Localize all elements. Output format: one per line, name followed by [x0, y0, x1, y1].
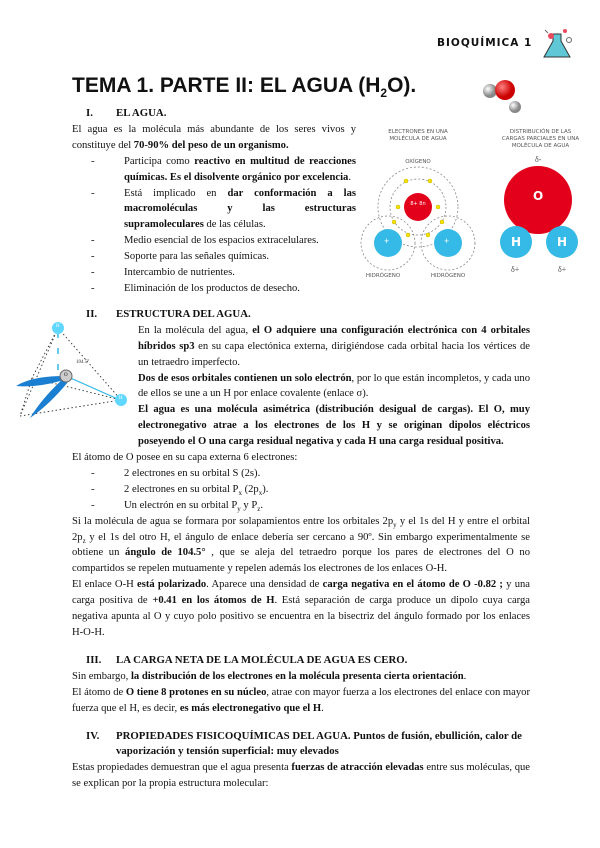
text-run: Un electrón en su orbital P	[124, 499, 238, 511]
bold-text: carga negativa en el átomo de O -0.82 ;	[322, 579, 503, 591]
text-run: . Aparece una densidad de	[206, 579, 323, 591]
bold-text: +0.41 en los átomos de H	[152, 595, 275, 607]
figure-caption-right: DISTRIBUCIÓN DE LAS CARGAS PARCIALES EN UNA MOLÉCULA DE AGUA	[501, 129, 580, 149]
text-run: , por lo que están incompletos, y cada uno de ellos se une a un H por enlace covalente (enlace σ).	[138, 372, 530, 400]
bold-text: O tiene 8 protones en su núcleo	[125, 686, 267, 698]
bullet-list	[72, 154, 356, 297]
text-run: 2 electrones en su orbital P	[124, 483, 239, 495]
section-1-heading	[72, 106, 530, 122]
subscript-text: z	[257, 504, 261, 513]
text-run: Medio esencial de los espacios extracelulares.	[124, 235, 319, 247]
text-run: en su capa electónica externa, dirigiéndose cada orbital hacia los vértices de un tetraedro imperfecto.	[138, 340, 530, 368]
document-body	[72, 106, 530, 792]
section-number: III.	[86, 653, 102, 666]
text-run: , atrae con mayor fuerza a los electrones del enlace con mayor fuerza que el H, es decir,	[72, 686, 530, 714]
text-run: El átomo de O posee en su capa externa 6 electrones:	[72, 452, 298, 464]
tetra-h-right: H	[119, 396, 123, 401]
bold-text: el O adquiere una configuración electrónica con 4 orbitales híbridos sp3	[138, 324, 530, 352]
paragraph	[72, 450, 530, 466]
oxygen-label: OXÍGENO	[405, 159, 431, 165]
text-run: .	[321, 702, 324, 714]
paragraph	[138, 402, 530, 450]
course-header: BIOQUÍMICA 1	[437, 37, 533, 49]
oxygen-atom-label: O	[533, 189, 544, 203]
text-run: Intercambio de nutrientes.	[124, 267, 235, 279]
proton-plus-left: +	[384, 236, 390, 246]
text-run: .	[260, 499, 264, 511]
text-run: y P	[240, 499, 258, 511]
paragraph	[72, 514, 530, 578]
section-title: ESTRUCTURA DEL AGUA.	[116, 307, 251, 320]
text-run: ).	[262, 483, 269, 495]
section-2-heading	[72, 307, 530, 323]
hydrogen-atom-right: H	[557, 235, 568, 249]
text-run: Estas propiedades demuestran que el agua presenta	[72, 762, 292, 774]
list-item	[72, 482, 530, 498]
delta-positive-left: δ+	[511, 265, 520, 274]
proton-plus-right: +	[444, 236, 450, 246]
text-run: Soporte para las señales químicas.	[124, 251, 270, 263]
title-subscript: 2	[380, 86, 388, 101]
bullet-list	[72, 466, 530, 514]
bold-text: El agua es una molécula asimétrica (distribución desigual de cargas). El O, muy electronegativo atrae a los electrones de los H y se originan dipolos eléctricos poseyendo el O una carga residual negativa y cada H una carga residual positiva.	[138, 404, 530, 448]
paragraph	[72, 760, 530, 792]
hydrogen-label-right: HIDRÓGENO	[430, 273, 466, 279]
bold-text: está polarizado	[137, 579, 207, 591]
bold-text: reactivo en multitud de reacciones químicas. Es el disolvente orgánico por excelencia	[124, 155, 356, 183]
text-run: El enlace O-H	[72, 579, 137, 591]
nucleus-label: 8+ 8n	[410, 201, 426, 207]
text-run: Participa como	[124, 155, 195, 167]
tetra-angle: 104.5°	[76, 360, 90, 365]
paragraph	[72, 122, 356, 154]
text-run: .	[463, 670, 467, 682]
bold-text: es más electronegativo que el H	[179, 702, 322, 714]
paragraph	[72, 685, 530, 717]
section-2-paragraphs	[138, 323, 530, 450]
paragraph	[72, 577, 530, 641]
section-number: IV.	[86, 729, 100, 742]
section-4-heading	[72, 729, 530, 761]
flask-icon	[541, 26, 575, 60]
tetra-h-top: H	[56, 324, 60, 329]
bold-text: ángulo de 104.5°	[125, 547, 206, 559]
section-title: LA CARGA NETA DE LA MOLÉCULA DE AGUA ES CERO.	[116, 653, 408, 666]
text-run: Está implicado en	[124, 187, 228, 199]
paragraph	[138, 323, 530, 371]
bold-text: Dos de esos orbitales contienen un solo electrón	[138, 372, 352, 384]
paragraph	[72, 669, 530, 685]
title-end: O).	[387, 74, 417, 97]
delta-negative: δ-	[535, 155, 542, 164]
tetra-o: O	[64, 373, 68, 378]
section-1-body	[72, 122, 356, 297]
figure-caption-left: ELECTRONES EN UNA MOLÉCULA DE AGUA	[388, 129, 448, 142]
section-number: I.	[86, 107, 93, 119]
section-title: EL AGUA.	[116, 107, 167, 119]
bold-text: la distribución de los electrones en la molécula presenta cierta orientación	[130, 670, 464, 682]
section-number: II.	[86, 307, 98, 320]
subscript-text: x	[258, 488, 263, 497]
hydrogen-label-left: HIDRÓGENO	[365, 273, 401, 279]
subscript-text: x	[238, 488, 242, 497]
list-item	[72, 281, 356, 297]
text-run: y una carga positiva de	[72, 579, 531, 607]
delta-positive-right: δ+	[558, 265, 567, 274]
list-item	[72, 498, 530, 514]
list-item	[72, 186, 356, 234]
list-item	[72, 466, 530, 482]
title-text: TEMA 1. PARTE II: EL AGUA (H	[72, 74, 381, 97]
section-title: PROPIEDADES FISICOQUÍMICAS DEL AGUA. Puntos de fusión, ebullición, calor de vaporización y tensión superficial: muy elevados	[116, 729, 522, 758]
text-run: El agua es la molécula más abundante de los seres vivos y constituye del	[72, 123, 356, 151]
text-run: , que se aleja del tetraedro porque los pares de electrones del O no compartidos se repelen mutuamente y repelen además los electrones de los enlaces O-H.	[72, 547, 530, 575]
text-run: (2p	[241, 483, 259, 495]
text-run: . Está separación de carga produce un dipolo cuya carga negativa apunta al O y cuyo polo positivo se encuentra en la bisectriz del ángulo formado por los enlaces H-O-H.	[72, 595, 530, 638]
text-run: y el 1s del otro H, el ángulo de enlace debería ser cercano a 90º. Sin embargo experimentalmente se obtiene un	[72, 531, 530, 559]
list-item	[72, 154, 356, 186]
list-item	[72, 265, 356, 281]
list-item	[72, 249, 356, 265]
page-title	[72, 74, 417, 101]
text-run: y el 1s del H y entre el orbital 2p	[72, 515, 530, 543]
list-item	[72, 233, 356, 249]
text-run: Eliminación de los productos de desecho.	[124, 282, 300, 294]
bold-text: 70-90% del peso de un organismo.	[133, 139, 289, 151]
text-run: Sin embargo,	[72, 670, 131, 682]
hydrogen-atom-left: H	[511, 235, 522, 249]
text-run: El átomo de	[72, 686, 126, 698]
subscript-text: z	[82, 536, 86, 545]
text-run: entre sus moléculas, que se explican por la propia estructura molecular:	[72, 762, 530, 790]
text-run: 2 electrones en su orbital S (2s).	[124, 467, 261, 479]
section-3-heading	[72, 653, 530, 669]
subscript-text: y	[237, 504, 241, 513]
text-run: de las células.	[203, 219, 266, 231]
subscript-text: y	[393, 520, 397, 529]
text-run: Si la molécula de agua se formara por solapamientos entre los orbitales 2p	[72, 515, 394, 527]
text-run: .	[348, 171, 351, 183]
text-run: En la molécula del agua,	[138, 324, 253, 336]
paragraph	[138, 371, 530, 403]
bold-text: fuerzas de atracción elevadas	[291, 762, 424, 774]
bold-text: dar conformación a las macromoléculas y las estructuras supramoleculares	[124, 187, 356, 231]
